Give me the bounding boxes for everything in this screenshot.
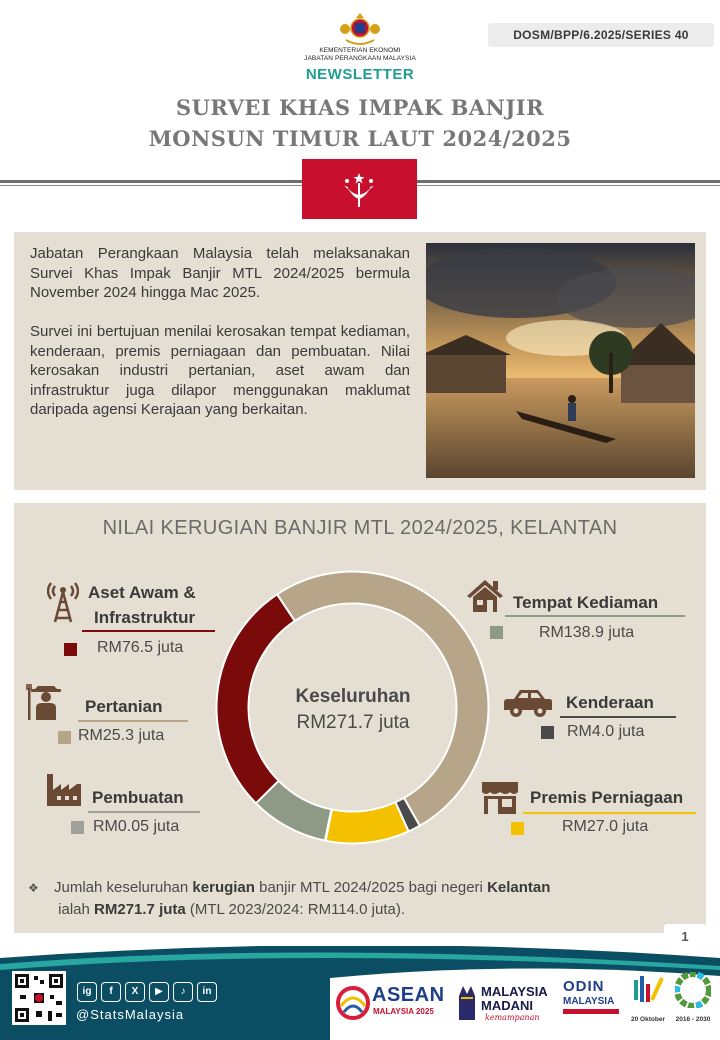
madani-hand-icon [455,982,479,1020]
category-label-premis: Premis Perniagaan [530,788,684,807]
category-label-aset: Aset Awam & [88,583,196,602]
legend-swatch-pembuatan [71,821,84,834]
category-value-kediaman: RM138.9 juta [539,624,635,641]
sdg-logo [672,972,714,1028]
series-badge: DOSM/BPP/6.2025/SERIES 40 [488,23,714,47]
summary-bold: Kelantan [487,879,551,896]
category-underline [82,630,215,632]
factory-icon [45,772,83,808]
asean-emblem-icon [336,986,370,1020]
kelantan-flag [302,159,417,219]
summary-text: ialah [54,901,95,918]
facebook-icon[interactable]: f [101,982,121,1002]
donut-center-label: Keseluruhan [295,686,411,707]
odin-text: ODIN [563,978,605,995]
summary-text: (MTL 2023/2024: RM114.0 juta). [185,901,406,918]
chart-title: NILAI KERUGIAN BANJIR MTL 2024/2025, KELANTAN [102,517,618,539]
intro-paragraph: Jabatan Perangkaan Malaysia telah melaksanakan Survei Khas Impak Banjir MTL 2024/2025 bermula November 2024 hingga Mac 2025. [30,245,410,301]
farmer-icon [26,680,66,720]
category-underline [560,716,676,718]
category-label-kenderaan: Kenderaan [566,693,654,712]
legend-swatch-pertanian [58,731,71,744]
sdg-wheel-icon [675,972,711,1008]
category-value-aset: RM76.5 juta [97,639,184,656]
summary-bold: kerugian [192,879,255,896]
car-icon [502,686,554,718]
intro-text [30,244,410,439]
category-label-aset-line2: Infrastruktur [94,608,196,627]
page-title-line2: MONSUN TIMUR LAUT 2024/2025 [148,126,572,151]
madani-line1: MALAYSIA [481,984,548,999]
statistics-day-date: 20 Oktober [631,1016,665,1023]
category-label-pembuatan: Pembuatan [92,788,184,807]
ministry-name [300,47,420,63]
page-number: 1 [664,924,706,950]
category-value-pembuatan: RM0.05 juta [93,818,180,835]
category-underline [78,720,188,722]
social-icons [77,982,217,1002]
department-line: JABATAN PERANGKAAN MALAYSIA [304,55,416,62]
linkedin-icon[interactable]: in [197,982,217,1002]
instagram-icon[interactable]: ig [77,982,97,1002]
category-underline [88,811,200,813]
category-label-pertanian: Pertanian [85,697,163,716]
tiktok-icon[interactable]: ♪ [173,982,193,1002]
summary-text: Jumlah keseluruhan [54,879,193,896]
flood-photo [426,243,695,478]
x-icon[interactable]: X [125,982,145,1002]
tower-icon [47,582,79,624]
newsletter-label: NEWSLETTER [305,66,415,83]
asean-subtext: MALAYSIA 2025 [373,1007,434,1016]
madani-line2: MADANI [481,998,533,1013]
odin-logo [561,978,621,1026]
intro-paragraph: Survei ini bertujuan menilai kerosakan tempat kediaman, kenderaan, premis perniagaan dan pembuatan. Nilai kerosakan industri pertanian, aset awam dan infrastruktur juga dilapor menggunakan maklumat daripada agensi Kerajaan yang berkaitan. [30,323,410,418]
qr-code[interactable] [12,971,66,1025]
donut-center-value: RM271.7 juta [296,712,410,733]
category-value-pertanian: RM25.3 juta [78,727,165,744]
madani-subtext: kemampanan [485,1013,540,1022]
odin-bar [563,1009,619,1014]
summary-note [28,877,698,920]
odin-subtext: MALAYSIA [563,996,615,1007]
world-statistics-day-logo [626,972,670,1028]
summary-text: banjir MTL 2024/2025 bagi negeri [254,879,488,896]
category-underline [505,615,685,617]
legend-swatch-premis [511,822,524,835]
diamond-bullet-icon: ❖ [28,881,39,895]
page-title-line1: SURVEI KHAS IMPAK BANJIR [175,95,545,120]
summary-bold: RM271.7 juta [94,901,186,918]
category-label-kediaman: Tempat Kediaman [513,593,659,612]
legend-swatch-kenderaan [541,726,554,739]
statistics-day-icon [630,972,666,1008]
category-value-kenderaan: RM4.0 juta [567,723,645,740]
youtube-icon[interactable]: ▶ [149,982,169,1002]
social-handle: @StatsMalaysia [76,1007,185,1022]
coat-of-arms-logo [336,12,384,48]
sdg-years: 2016 - 2030 [675,1016,711,1023]
category-underline [523,812,696,814]
ministry-line: KEMENTERIAN EKONOMI [319,47,401,54]
asean-malaysia-logo [336,982,446,1026]
legend-swatch-aset [64,643,77,656]
category-value-premis: RM27.0 juta [562,818,649,835]
legend-swatch-kediaman [490,626,503,639]
malaysia-madani-logo [455,980,555,1026]
asean-text: ASEAN [372,984,445,1006]
